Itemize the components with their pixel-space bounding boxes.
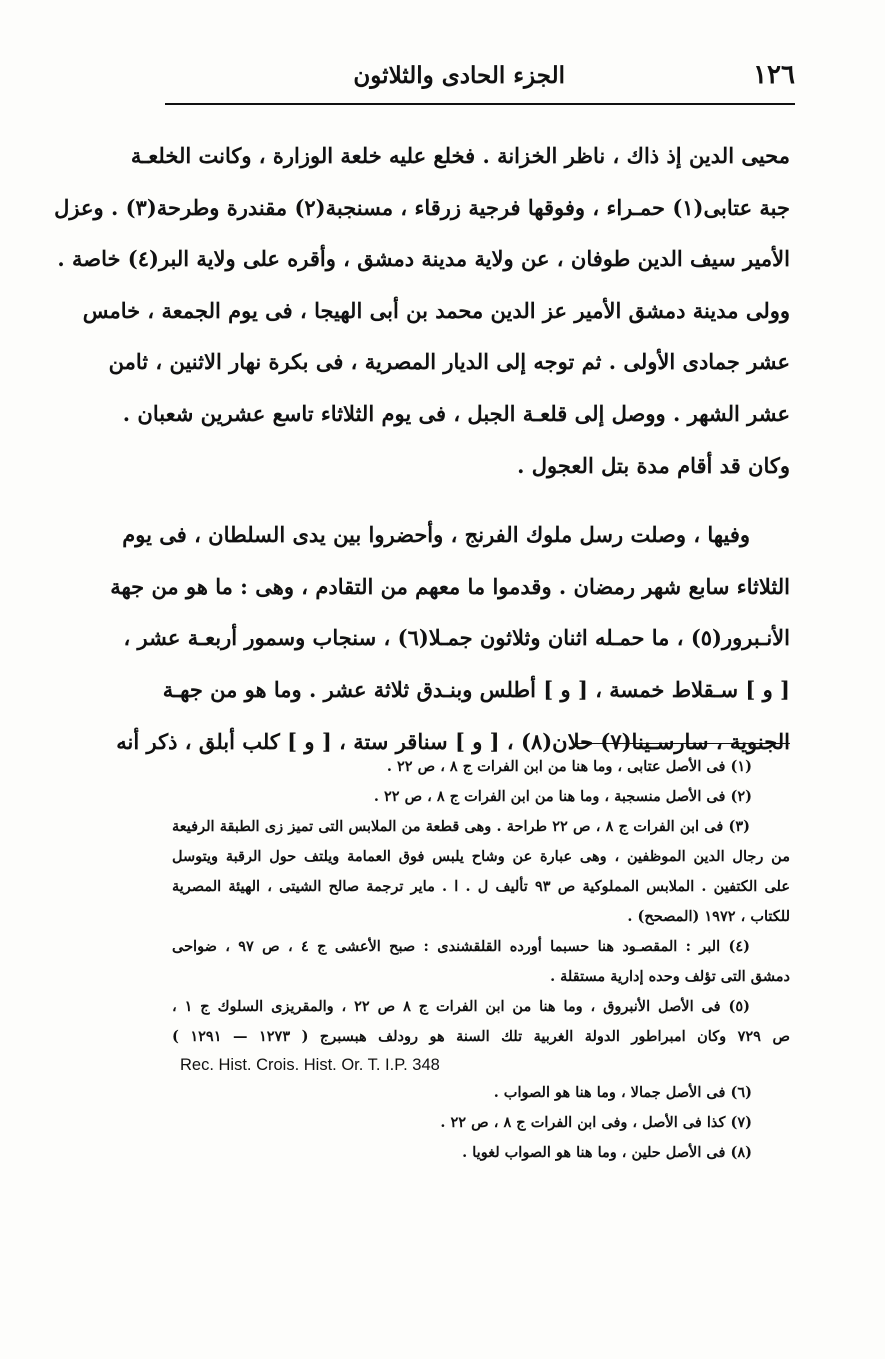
footnote-7: (٧) كذا فى الأصل ، وفى ابن الفرات ج ٨ ، ص ٢٢ . [440, 1114, 752, 1131]
text-line: جبة عتابى(١) حمـراء ، وفوقها فرجية زرقاء ، مسنجبة(٢) مقندرة وطرحة(٣) . وعزل [54, 194, 790, 220]
footnote-rule [575, 743, 790, 744]
paragraph-2 [110, 509, 790, 767]
footnote-1: (١) فى الأصل عتابى ، وما هنا من ابن الفرات ج ٨ ، ص ٢٢ . [386, 758, 752, 775]
footnote-4-line-2: دمشق التى تؤلف وحده إدارية مستقلة . [550, 968, 790, 985]
header-rule [165, 103, 795, 105]
footnote-3-line-1: (٣) فى ابن الفرات ج ٨ ، ص ٢٢ طراحة . وهى قطعة من الملابس التى تميز زى الطبقة الرفيعة [172, 818, 750, 835]
footnote-3-line-2: من رجال الدين الموظفين ، وهى عبارة عن وشاح يلبس فوق العمامة ويلتف حول الرقبة ويتوسل [172, 848, 790, 865]
page-number: ١٢٦ [753, 60, 795, 90]
footnote-3-line-3: على الكتفين . الملابس المملوكية ص ٩٣ تأليف ل . ا . ماير ترجمة صالح الشيتى ، الهيئة المصرية [172, 878, 790, 895]
text-line: الأمير سيف الدين طوفان ، عن ولاية مدينة دمشق ، وأقره على ولاية البر(٤) خاصة . [57, 246, 790, 272]
paragraph-gap [172, 491, 790, 509]
footnote-6: (٦) فى الأصل جمالا ، وما هنا هو الصواب . [493, 1084, 752, 1101]
page-header [165, 58, 795, 104]
text-line: الثلاثاء سابع شهر رمضان . وقدموا ما معهم من التقادم ، وهى : ما هو من جهة [110, 573, 790, 599]
footnote-5-line-1: (٥) فى الأصل الأنبروق ، وما هنا من ابن الفرات ج ٨ ص ٢٢ ، والمقريزى السلوك ج ١ ، [172, 998, 750, 1015]
text-line: وفيها ، وصلت رسل ملوك الفرنج ، وأحضروا بين يدى السلطان ، فى يوم [122, 522, 750, 548]
footnote-5-line-2: ص ٧٢٩ وكان امبراطور الدولة الغربية تلك السنة هو رودلف هبسبرج ( ١٢٧٣ — ١٢٩١ ) [172, 1028, 790, 1045]
text-line: الأنـبرور(٥) ، ما حمـله اثنان وثلاثون جمـلا(٦) ، سنجاب وسمور أربعـة عشر ، [123, 625, 790, 651]
footnote-3-line-4: للكتاب ، ١٩٧٢ (المصحح) . [627, 908, 790, 925]
text-line: عشر جمادى الأولى . ثم توجه إلى الديار المصرية ، فى بكرة نهار الاثنين ، ثامن [108, 349, 790, 375]
footnote-5-latin-reference: Rec. Hist. Crois. Hist. Or. T. I.P. 348 [180, 1056, 440, 1074]
text-line: الجنوية ، سارسـينا(٧) حلان(٨) ، [ و ] سناقر ستة ، [ و ] كلب أبلق ، ذكر أنه [116, 728, 790, 754]
footnotes [172, 752, 790, 1168]
main-text [54, 130, 790, 767]
footnote-4-line-1: (٤) البر : المقصـود هنا حسبما أورده القلقشندى : صبح الأعشى ج ٤ ، ص ٩٧ ، ضواحى [172, 938, 750, 955]
footnote-8: (٨) فى الأصل حلين ، وما هنا هو الصواب لغويا . [462, 1144, 752, 1161]
text-line: وولى مدينة دمشق الأمير عز الدين محمد بن أبى الهيجا ، فى يوم الجمعة ، خامس [82, 297, 790, 323]
text-line: عشر الشهر . ووصل إلى قلعـة الجبل ، فى يوم الثلاثاء تاسع عشرين شعبان . [122, 400, 790, 426]
running-title: الجزء الحادى والثلاثون [353, 62, 565, 89]
footnote-2: (٢) فى الأصل منسجبة ، وما هنا من ابن الفرات ج ٨ ، ص ٢٢ . [373, 788, 752, 805]
text-line: محيى الدين إذ ذاك ، ناظر الخزانة . فخلع عليه خلعة الوزارة ، وكانت الخلعـة [130, 143, 790, 168]
paragraph-1 [54, 130, 790, 491]
text-line: وكان قد أقام مدة بتل العجول . [517, 452, 790, 478]
text-line: [ و ] سـقلاط خمسة ، [ و ] أطلس وبنـدق ثلاثة عشر . وما هو من جهـة [162, 676, 790, 702]
